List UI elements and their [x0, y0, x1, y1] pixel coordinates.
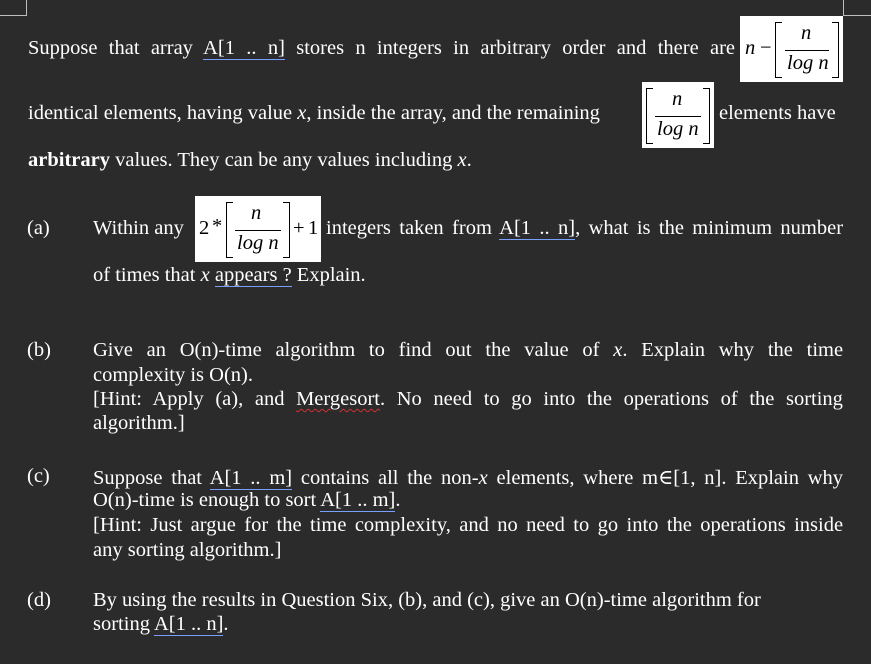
part-d-label: (d) [27, 589, 51, 611]
crop-mark-top-right [843, 0, 871, 16]
part-c-line-3: [Hint: Just argue for the time complexity, and no need to go into the operations inside [93, 514, 844, 536]
part-c-line-4: any sorting algorithm.] [93, 539, 282, 561]
array-ref: A[1 .. m] [209, 467, 293, 489]
equation-n-minus-ceil-n-over-log-n: n − n log n [740, 16, 843, 82]
crop-mark-top-left [0, 0, 27, 16]
part-a-line-2: of times that x appears ? Explain. [93, 264, 366, 286]
equation-ceil-n-over-log-n: n log n [642, 82, 714, 148]
equation-2-times-ceil-plus-1: 2 * n log n + 1 [195, 196, 321, 262]
mergesort-spellcheck: Mergesort [296, 388, 380, 410]
part-a-line-1-start: Within any [93, 217, 184, 239]
part-b-line-2: complexity is O(n). [93, 364, 253, 386]
part-c-line-2: O(n)-time is enough to sort A[1 .. m]. [93, 489, 401, 511]
bold-word: arbitrary [28, 149, 110, 171]
array-ref: A[1 .. n] [153, 613, 224, 635]
part-c-line-1: Suppose that A[1 .. m] contains all the non-x elements, where m∈[1, n]. Explain why [93, 467, 844, 489]
part-d-line-2: sorting A[1 .. n]. [93, 613, 229, 635]
part-a-line-1-end: integers taken from A[1 .. n], what is the minimum number [326, 217, 844, 239]
part-c-label: (c) [27, 465, 50, 487]
var-x: x [297, 102, 307, 124]
intro-line-1 [28, 37, 735, 60]
array-ref: A[1 .. n] [203, 37, 285, 59]
part-b-label: (b) [27, 339, 51, 361]
part-b-line-4: algorithm.] [93, 412, 185, 434]
appears-underlined: appears ? [214, 264, 292, 286]
intro-text: stores n integers in arbitrary order and there are [284, 37, 736, 59]
part-a-label: (a) [27, 217, 50, 239]
part-b-line-1: Give an O(n)-time algorithm to find out the value of x. Explain why the time [93, 339, 844, 361]
intro-line-2-end: elements have [719, 102, 836, 124]
part-d-line-1: By using the results in Question Six, (b), and (c), give an O(n)-time algorithm for [93, 589, 761, 611]
intro-line-2: identical elements, having value x, inside the array, and the remaining [28, 102, 600, 124]
part-b-line-3: [Hint: Apply (a), and Mergesort. No need to go into the operations of the sorting [93, 388, 843, 410]
intro-line-3: arbitrary values. They can be any values including x. [28, 149, 472, 171]
array-ref: A[1 .. n] [499, 217, 576, 239]
intro-text: Suppose that array [28, 37, 204, 59]
array-ref: A[1 .. m] [320, 489, 396, 511]
